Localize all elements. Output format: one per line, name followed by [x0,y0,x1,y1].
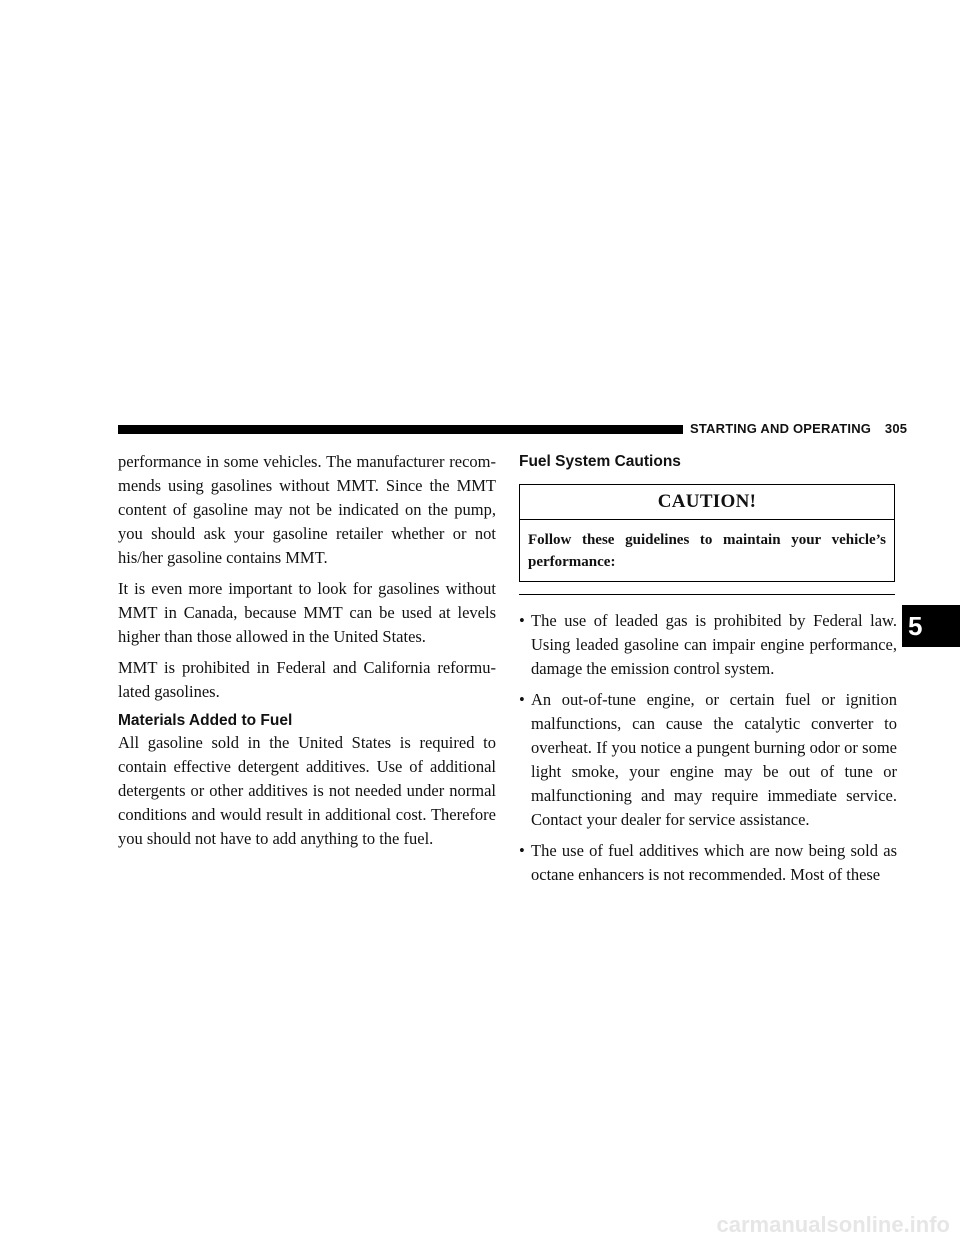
caution-title: CAUTION! [520,485,894,520]
bullet-icon: • [519,611,525,630]
right-column [519,450,897,894]
running-head-title: STARTING AND OPERATING [690,421,872,436]
list-item [519,688,897,832]
section-heading-fuel-cautions: Fuel System Cautions [519,453,681,470]
caution-box [519,484,895,582]
bullet-icon: • [519,841,525,860]
caution-bullet-list [519,609,897,887]
paragraph-mmt-prohibited: MMT is prohibited in Federal and California reformu-lated gasolines. [118,658,496,701]
page-number: 305 [884,421,908,436]
watermark: carmanualsonline.info [716,1212,950,1237]
section-heading-materials: Materials Added to Fuel [118,712,293,729]
list-item [519,609,897,681]
list-item [519,839,897,887]
left-column [118,450,496,858]
bullet-icon: • [519,690,525,709]
header-rule [118,425,683,434]
bullet-text-out-of-tune: An out-of-tune engine, or certain fuel or ignition malfunctions, can cause the catalytic converter to overheat. If you notice a pungent burning odor or some light smoke, your engine may be out of tune or malfunctioning and may require immediate service. Contact your dealer for service assistance. [531,690,897,829]
bullet-text-fuel-additives: The use of fuel additives which are now being sold as octane enhancers is not recommended. Most of these [531,841,897,884]
caution-end-rule [519,594,895,595]
running-head [690,419,907,439]
paragraph-materials: All gasoline sold in the United States is required to contain effective detergent additives. Use of additional detergents or other additives is not needed under normal conditions and would result in additional cost. Therefore you should not have to add anything to the fuel. [118,733,496,848]
caution-text: Follow these guidelines to maintain your vehicle’s performance: [528,532,886,570]
paragraph-mmt-performance: performance in some vehicles. The manufacturer recom-mends using gasolines without MMT. Since the MMT content of gasoline may not be indicated on the pump, you should ask your gasoline retailer whether or not his/her gasoline contains MMT. [118,452,496,567]
chapter-tab: 5 [902,605,960,647]
bullet-text-leaded-gas: The use of leaded gas is prohibited by Federal law. Using leaded gasoline can impair engine performance, damage the emission control system. [531,611,897,678]
paragraph-mmt-canada: It is even more important to look for gasolines without MMT in Canada, because MMT can be used at levels higher than those allowed in the United States. [118,579,496,646]
